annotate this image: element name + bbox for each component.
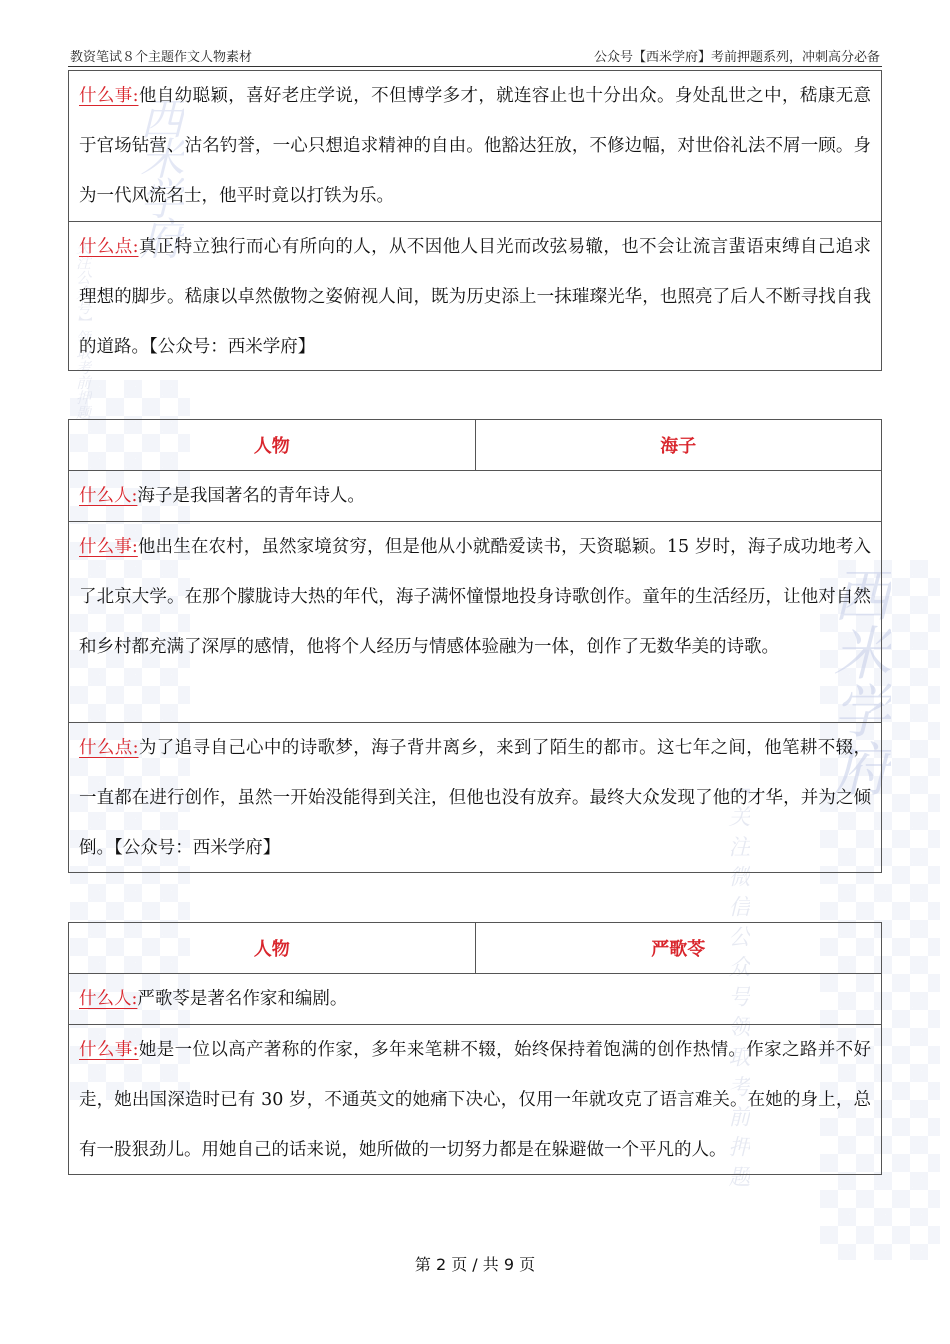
who-row [69,470,881,521]
what-label: 什么事: [79,537,138,557]
page-number: 第 2 页 / 共 9 页 [414,1255,536,1274]
header-title: 教资笔试８个主题作文人物素材 [70,50,253,65]
person-name: 严歌苓 [651,939,706,960]
person-header: 人物 [69,420,476,470]
page-header [68,44,882,67]
who-label: 什么人: [79,486,138,506]
point-label: 什么点: [79,738,139,758]
what-text: 她是一位以高产著称的作家，多年来笔耕不辍，始终保持着饱满的创作热情。作家之路并不好走，她出国深造时已有 30 岁，不通英文的她痛下决心，仅用一年就攻克了语言难关。在她的身上，总有一股狠劲儿。用她自己的话来说，她所做的一切努力都是在躲避做一个平凡的人。 [79,1040,871,1160]
person-header: 人物 [69,923,476,973]
watermark-text: 关注公众号】领取考前押题 [74,240,92,420]
what-row [69,521,881,722]
point-text: 真正特立独行而心有所向的人，从不因他人目光而改弦易辙，也不会让流言蜚语束缚自己追求理想的脚步。嵇康以卓然傲物之姿俯视人间，既为历史添上一抹璀璨光华，也照亮了后人不断寻找自我的道路。【公众号：西米学府】 [79,237,871,357]
what-row [69,1024,881,1174]
header-promo: 公众号【西米学府】考前押题系列，冲刺高分必备 [593,50,880,65]
what-label: 什么事: [79,86,139,106]
material-table-yangeling [68,922,882,1175]
material-table-jikang [68,70,882,371]
what-label: 什么事: [79,1040,139,1060]
watermark-text: 【关注微信公众号领取考前押题 [725,775,750,1195]
who-text: 海子是我国著名的青年诗人。 [137,486,365,506]
who-text: 严歌苓是著名作家和编剧。 [137,989,348,1009]
point-text: 为了追寻自己心中的诗歌梦，海子背井离乡，来到了陌生的都市。这七年之间，他笔耕不辍，一直都在进行创作，虽然一开始没能得到关注，但他也没有放弃。最终大众发现了他的才华，并为之倾倒。【公众号：西米学府】 [79,738,871,858]
what-text: 他自幼聪颖，喜好老庄学说，不但博学多才，就连容止也十分出众。身处乱世之中，嵇康无意于官场钻营、沽名钓誉，一心只想追求精神的自由。他豁达狂放，不修边幅，对世俗礼法不屑一顾。身为一代风流名士，他平时竟以打铁为乐。 [79,86,871,206]
point-row [69,221,881,370]
table-header-row [69,420,881,470]
watermark-text: 西米学府 [823,565,891,797]
point-label: 什么点: [79,237,139,257]
what-row [69,71,881,221]
what-text: 他出生在农村，虽然家境贫穷，但是他从小就酷爱读书，天资聪颖。15 岁时，海子成功地考入了北京大学。在那个朦胧诗大热的年代，海子满怀憧憬地投身诗歌创作。童年的生活经历，让他对自然和乡村都充满了深厚的感情，他将个人经历与情感体验融为一体，创作了无数华美的诗歌。 [79,537,871,657]
table-header-row [69,923,881,973]
who-label: 什么人: [79,989,138,1009]
material-table-haizi [68,419,882,873]
watermark-text: 西米学府 [132,96,183,256]
point-row [69,722,881,872]
person-name: 海子 [660,436,697,457]
who-row [69,973,881,1024]
